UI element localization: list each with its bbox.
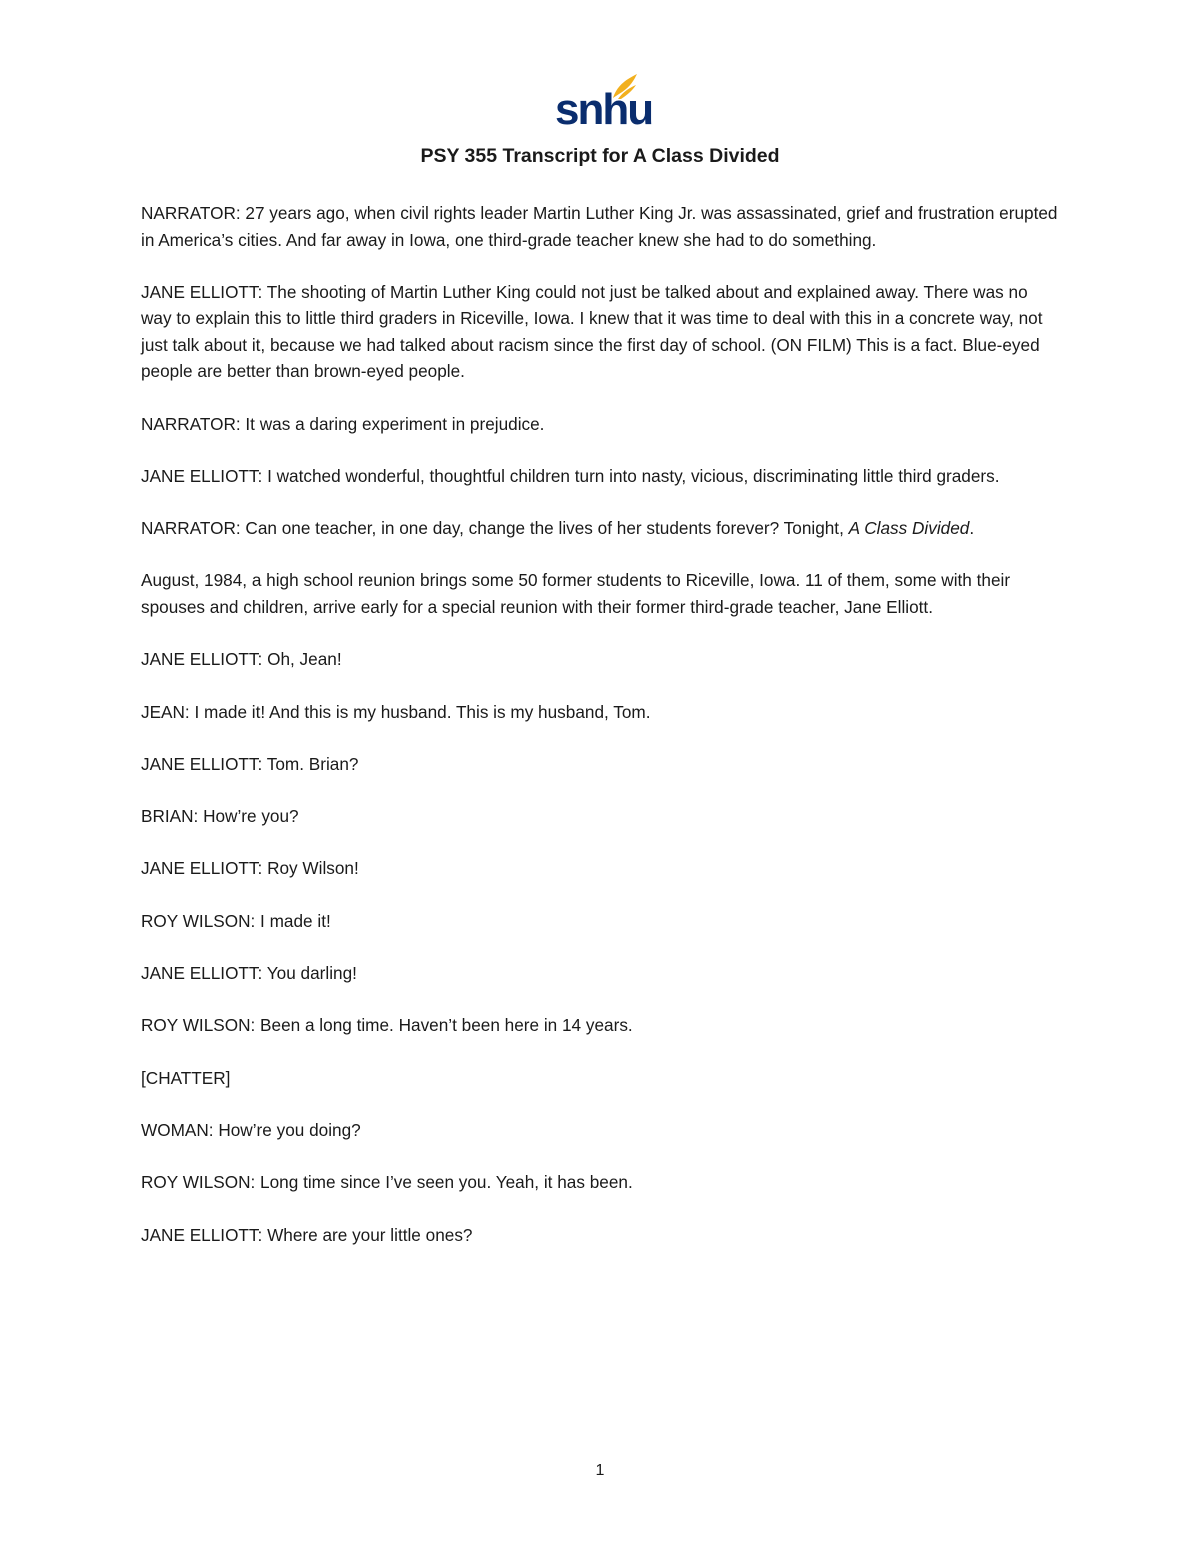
transcript-body xyxy=(141,200,1061,1274)
paragraph: WOMAN: How’re you doing? xyxy=(141,1119,361,1140)
paragraph: JANE ELLIOTT: The shooting of Martin Luther King could not just be talked about and explained away. There was no way to explain this to little third graders in Riceville, Iowa. I knew that it was time to deal with this in a concrete way, not just talk about it, because we had talked about racism since the first day of school. (ON FILM) This is a fact. Blue-eyed people are better than brown-eyed people. xyxy=(141,281,1043,382)
paragraph: JANE ELLIOTT: Where are your little ones? xyxy=(141,1224,473,1245)
paragraph: BRIAN: How’re you? xyxy=(141,806,299,827)
film-title: A Class Divided xyxy=(848,518,970,539)
logo-text: snhu xyxy=(555,85,653,134)
document-title: PSY 355 Transcript for A Class Divided xyxy=(420,145,780,167)
page-number: 1 xyxy=(595,1462,605,1479)
paragraph: ROY WILSON: Been a long time. Haven’t been here in 14 years. xyxy=(141,1015,633,1036)
paragraph: JEAN: I made it! And this is my husband. This is my husband, Tom. xyxy=(141,701,651,722)
paragraph: JANE ELLIOTT: Tom. Brian? xyxy=(141,753,359,774)
paragraph: NARRATOR: 27 years ago, when civil rights leader Martin Luther King Jr. was assassinated, grief and frustration erupted in America’s cities. And far away in Iowa, one third-grade teacher knew she had to do something. xyxy=(141,203,1058,250)
paragraph xyxy=(141,515,1061,542)
paragraph-text: NARRATOR: Can one teacher, in one day, change the lives of her students forever? Tonight, xyxy=(141,518,849,539)
paragraph: ROY WILSON: Long time since I’ve seen you. Yeah, it has been. xyxy=(141,1172,633,1193)
paragraph: ROY WILSON: I made it! xyxy=(141,910,331,931)
paragraph: JANE ELLIOTT: I watched wonderful, thoughtful children turn into nasty, vicious, discriminating little third graders. xyxy=(141,465,1000,486)
paragraph: JANE ELLIOTT: Roy Wilson! xyxy=(141,858,359,879)
snhu-logo xyxy=(555,72,653,134)
paragraph: [CHATTER] xyxy=(141,1067,231,1088)
paragraph-end: . xyxy=(969,518,975,539)
paragraph: JANE ELLIOTT: Oh, Jean! xyxy=(141,649,342,670)
paragraph: August, 1984, a high school reunion brings some 50 former students to Riceville, Iowa. 11 of them, some with their spouses and children, arrive early for a special reunion with their former third-grade teacher, Jane Elliott. xyxy=(141,570,1011,617)
paragraph: NARRATOR: It was a daring experiment in prejudice. xyxy=(141,413,545,434)
paragraph: JANE ELLIOTT: You darling! xyxy=(141,963,357,984)
